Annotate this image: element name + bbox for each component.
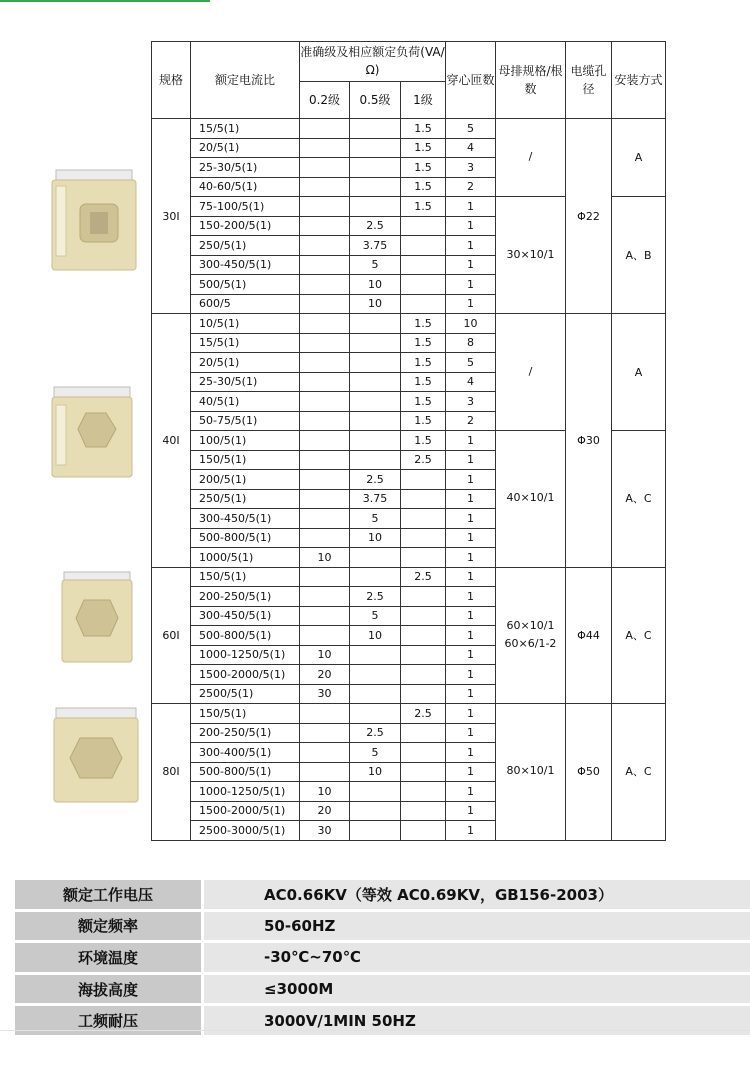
acc-02-cell xyxy=(300,197,350,217)
product-photo-80i xyxy=(52,706,140,806)
turns-cell: 1 xyxy=(446,626,496,646)
install-cell: A、C xyxy=(612,431,666,568)
acc-1-cell xyxy=(401,548,446,568)
ratio-cell: 1500-2000/5(1) xyxy=(191,665,300,685)
ratio-cell: 300-450/5(1) xyxy=(191,606,300,626)
acc-02-cell: 10 xyxy=(300,782,350,802)
ratio-cell: 1000-1250/5(1) xyxy=(191,645,300,665)
acc-1-cell xyxy=(401,782,446,802)
acc-05-cell: 3.75 xyxy=(350,236,401,256)
acc-1-cell xyxy=(401,606,446,626)
turns-cell: 1 xyxy=(446,684,496,704)
param-row xyxy=(15,880,750,909)
cable-cell: Φ44 xyxy=(566,567,612,704)
turns-cell: 8 xyxy=(446,333,496,353)
acc-05-cell: 10 xyxy=(350,294,401,314)
acc-02-cell xyxy=(300,450,350,470)
acc-02-cell xyxy=(300,236,350,256)
table-row xyxy=(152,314,666,334)
acc-02-cell xyxy=(300,567,350,587)
ratio-cell: 1000/5(1) xyxy=(191,548,300,568)
acc-05-cell xyxy=(350,821,401,841)
ratio-cell: 600/5 xyxy=(191,294,300,314)
ratio-cell: 20/5(1) xyxy=(191,353,300,373)
ratio-cell: 15/5(1) xyxy=(191,119,300,139)
acc-1-cell: 1.5 xyxy=(401,411,446,431)
product-photo-60i xyxy=(60,570,134,666)
acc-1-cell xyxy=(401,275,446,295)
model-cell: 80I xyxy=(152,704,191,841)
turns-cell: 1 xyxy=(446,255,496,275)
turns-cell: 1 xyxy=(446,528,496,548)
model-cell: 30I xyxy=(152,119,191,314)
acc-1-cell xyxy=(401,743,446,763)
ratio-cell: 1000-1250/5(1) xyxy=(191,782,300,802)
ratio-cell: 20/5(1) xyxy=(191,138,300,158)
acc-05-cell xyxy=(350,684,401,704)
ratio-cell: 200-250/5(1) xyxy=(191,587,300,607)
acc-02-cell xyxy=(300,138,350,158)
acc-1-cell xyxy=(401,489,446,509)
header-accuracy: 准确级及相应额定负荷(VA/Ω) xyxy=(300,42,446,82)
ratio-cell: 25-30/5(1) xyxy=(191,158,300,178)
acc-02-cell: 20 xyxy=(300,665,350,685)
install-cell: A xyxy=(612,314,666,431)
turns-cell: 2 xyxy=(446,177,496,197)
acc-05-cell: 2.5 xyxy=(350,470,401,490)
ratio-cell: 250/5(1) xyxy=(191,489,300,509)
acc-02-cell: 10 xyxy=(300,548,350,568)
acc-05-cell: 2.5 xyxy=(350,587,401,607)
turns-cell: 1 xyxy=(446,743,496,763)
acc-02-cell xyxy=(300,723,350,743)
acc-1-cell: 1.5 xyxy=(401,353,446,373)
turns-cell: 1 xyxy=(446,489,496,509)
param-label: 海拔高度 xyxy=(15,975,201,1004)
acc-02-cell xyxy=(300,158,350,178)
turns-cell: 1 xyxy=(446,665,496,685)
acc-02-cell xyxy=(300,411,350,431)
acc-1-cell xyxy=(401,821,446,841)
acc-05-cell xyxy=(350,645,401,665)
top-accent-line xyxy=(0,0,210,2)
acc-1-cell xyxy=(401,236,446,256)
acc-02-cell xyxy=(300,587,350,607)
header-turns: 穿心匝数 xyxy=(446,42,496,119)
turns-cell: 1 xyxy=(446,587,496,607)
param-label: 额定工作电压 xyxy=(15,880,201,909)
acc-05-cell: 5 xyxy=(350,255,401,275)
acc-1-cell xyxy=(401,294,446,314)
acc-02-cell xyxy=(300,216,350,236)
install-cell: A xyxy=(612,119,666,197)
busbar-cell: / xyxy=(496,119,566,197)
cable-cell: Φ30 xyxy=(566,314,612,568)
acc-1-cell: 1.5 xyxy=(401,177,446,197)
cable-cell: Φ50 xyxy=(566,704,612,841)
acc-1-cell: 1.5 xyxy=(401,119,446,139)
model-cell: 40I xyxy=(152,314,191,568)
ratio-cell: 500-800/5(1) xyxy=(191,528,300,548)
acc-05-cell xyxy=(350,119,401,139)
acc-05-cell: 10 xyxy=(350,762,401,782)
acc-05-cell xyxy=(350,333,401,353)
header-acc-05: 0.5级 xyxy=(350,81,401,119)
acc-02-cell: 30 xyxy=(300,684,350,704)
param-label: 工频耐压 xyxy=(15,1006,201,1035)
header-busbar: 母排规格/根数 xyxy=(496,42,566,119)
turns-cell: 3 xyxy=(446,158,496,178)
acc-1-cell: 1.5 xyxy=(401,197,446,217)
ratio-cell: 2500/5(1) xyxy=(191,684,300,704)
param-value: 3000V/1MIN 50HZ xyxy=(204,1006,750,1035)
acc-05-cell xyxy=(350,353,401,373)
acc-05-cell xyxy=(350,567,401,587)
acc-02-cell xyxy=(300,606,350,626)
acc-05-cell: 5 xyxy=(350,743,401,763)
turns-cell: 1 xyxy=(446,782,496,802)
param-row xyxy=(15,943,750,972)
ratio-cell: 150/5(1) xyxy=(191,450,300,470)
turns-cell: 1 xyxy=(446,275,496,295)
turns-cell: 4 xyxy=(446,138,496,158)
param-label: 额定频率 xyxy=(15,912,201,941)
acc-05-cell xyxy=(350,411,401,431)
acc-05-cell xyxy=(350,372,401,392)
ratio-cell: 150-200/5(1) xyxy=(191,216,300,236)
acc-05-cell xyxy=(350,548,401,568)
table-row xyxy=(152,119,666,139)
acc-02-cell xyxy=(300,626,350,646)
product-photo-30i xyxy=(50,168,138,274)
turns-cell: 5 xyxy=(446,353,496,373)
acc-02-cell xyxy=(300,489,350,509)
param-row xyxy=(15,912,750,941)
turns-cell: 1 xyxy=(446,509,496,529)
turns-cell: 1 xyxy=(446,645,496,665)
turns-cell: 1 xyxy=(446,236,496,256)
acc-1-cell: 1.5 xyxy=(401,372,446,392)
turns-cell: 1 xyxy=(446,606,496,626)
ratio-cell: 300-450/5(1) xyxy=(191,255,300,275)
acc-1-cell: 1.5 xyxy=(401,138,446,158)
table-row xyxy=(152,704,666,724)
acc-1-cell xyxy=(401,762,446,782)
acc-05-cell: 5 xyxy=(350,606,401,626)
turns-cell: 1 xyxy=(446,450,496,470)
acc-02-cell xyxy=(300,431,350,451)
acc-1-cell xyxy=(401,216,446,236)
acc-02-cell xyxy=(300,314,350,334)
acc-02-cell xyxy=(300,333,350,353)
acc-05-cell xyxy=(350,177,401,197)
param-row xyxy=(15,975,750,1004)
header-ratio: 额定电流比 xyxy=(191,42,300,119)
acc-05-cell: 2.5 xyxy=(350,723,401,743)
ratio-cell: 100/5(1) xyxy=(191,431,300,451)
acc-1-cell xyxy=(401,587,446,607)
busbar-cell: 60×10/1 60×6/1-2 xyxy=(496,567,566,704)
acc-05-cell xyxy=(350,138,401,158)
acc-05-cell xyxy=(350,704,401,724)
acc-02-cell: 30 xyxy=(300,821,350,841)
param-value: AC0.66KV（等效 AC0.69KV，GB156-2003） xyxy=(204,880,750,909)
ratio-cell: 500-800/5(1) xyxy=(191,626,300,646)
acc-05-cell xyxy=(350,782,401,802)
acc-02-cell xyxy=(300,743,350,763)
acc-05-cell xyxy=(350,450,401,470)
acc-02-cell xyxy=(300,470,350,490)
acc-1-cell: 1.5 xyxy=(401,431,446,451)
turns-cell: 1 xyxy=(446,431,496,451)
acc-02-cell: 20 xyxy=(300,801,350,821)
model-cell: 60I xyxy=(152,567,191,704)
header-acc-02: 0.2级 xyxy=(300,81,350,119)
acc-1-cell: 2.5 xyxy=(401,704,446,724)
acc-1-cell xyxy=(401,528,446,548)
turns-cell: 1 xyxy=(446,294,496,314)
acc-1-cell: 1.5 xyxy=(401,158,446,178)
product-photo-40i xyxy=(50,385,134,481)
acc-02-cell xyxy=(300,528,350,548)
ratio-cell: 500-800/5(1) xyxy=(191,762,300,782)
header-install: 安装方式 xyxy=(612,42,666,119)
turns-cell: 2 xyxy=(446,411,496,431)
acc-02-cell xyxy=(300,372,350,392)
acc-05-cell: 10 xyxy=(350,528,401,548)
acc-05-cell xyxy=(350,314,401,334)
bottom-divider xyxy=(0,1030,750,1031)
acc-05-cell xyxy=(350,197,401,217)
turns-cell: 10 xyxy=(446,314,496,334)
turns-cell: 1 xyxy=(446,762,496,782)
acc-02-cell xyxy=(300,704,350,724)
acc-1-cell: 2.5 xyxy=(401,567,446,587)
param-value: -30℃~70℃ xyxy=(204,943,750,972)
cable-cell: Φ22 xyxy=(566,119,612,314)
ratio-cell: 200/5(1) xyxy=(191,470,300,490)
parameter-list xyxy=(15,880,750,1035)
turns-cell: 1 xyxy=(446,197,496,217)
param-value: ≤3000M xyxy=(204,975,750,1004)
ratio-cell: 15/5(1) xyxy=(191,333,300,353)
acc-1-cell xyxy=(401,684,446,704)
turns-cell: 1 xyxy=(446,821,496,841)
ratio-cell: 50-75/5(1) xyxy=(191,411,300,431)
acc-02-cell xyxy=(300,762,350,782)
acc-1-cell xyxy=(401,509,446,529)
acc-05-cell xyxy=(350,665,401,685)
acc-05-cell: 5 xyxy=(350,509,401,529)
turns-cell: 1 xyxy=(446,723,496,743)
acc-05-cell: 2.5 xyxy=(350,216,401,236)
acc-05-cell: 10 xyxy=(350,626,401,646)
acc-1-cell xyxy=(401,801,446,821)
busbar-cell: / xyxy=(496,314,566,431)
acc-1-cell: 1.5 xyxy=(401,392,446,412)
acc-05-cell xyxy=(350,158,401,178)
acc-1-cell xyxy=(401,723,446,743)
acc-1-cell xyxy=(401,645,446,665)
acc-02-cell xyxy=(300,177,350,197)
header-acc-1: 1级 xyxy=(401,81,446,119)
acc-05-cell xyxy=(350,392,401,412)
ratio-cell: 40-60/5(1) xyxy=(191,177,300,197)
acc-05-cell: 3.75 xyxy=(350,489,401,509)
turns-cell: 1 xyxy=(446,470,496,490)
acc-1-cell xyxy=(401,626,446,646)
acc-05-cell: 10 xyxy=(350,275,401,295)
param-value: 50-60HZ xyxy=(204,912,750,941)
acc-1-cell xyxy=(401,665,446,685)
turns-cell: 4 xyxy=(446,372,496,392)
ratio-cell: 40/5(1) xyxy=(191,392,300,412)
busbar-cell: 80×10/1 xyxy=(496,704,566,841)
acc-05-cell xyxy=(350,801,401,821)
turns-cell: 1 xyxy=(446,567,496,587)
acc-1-cell: 2.5 xyxy=(401,450,446,470)
ratio-cell: 250/5(1) xyxy=(191,236,300,256)
acc-02-cell: 10 xyxy=(300,645,350,665)
busbar-cell: 40×10/1 xyxy=(496,431,566,568)
install-cell: A、C xyxy=(612,567,666,704)
acc-02-cell xyxy=(300,509,350,529)
ratio-cell: 300-450/5(1) xyxy=(191,509,300,529)
acc-1-cell: 1.5 xyxy=(401,333,446,353)
ratio-cell: 500/5(1) xyxy=(191,275,300,295)
ratio-cell: 25-30/5(1) xyxy=(191,372,300,392)
ratio-cell: 1500-2000/5(1) xyxy=(191,801,300,821)
acc-1-cell: 1.5 xyxy=(401,314,446,334)
ratio-cell: 200-250/5(1) xyxy=(191,723,300,743)
ratio-cell: 150/5(1) xyxy=(191,704,300,724)
acc-02-cell xyxy=(300,275,350,295)
acc-05-cell xyxy=(350,431,401,451)
busbar-cell: 30×10/1 xyxy=(496,197,566,314)
ratio-cell: 10/5(1) xyxy=(191,314,300,334)
acc-02-cell xyxy=(300,119,350,139)
turns-cell: 3 xyxy=(446,392,496,412)
install-cell: A、C xyxy=(612,704,666,841)
turns-cell: 5 xyxy=(446,119,496,139)
header-cable: 电缆孔径 xyxy=(566,42,612,119)
acc-02-cell xyxy=(300,353,350,373)
spec-table xyxy=(151,41,666,841)
ratio-cell: 2500-3000/5(1) xyxy=(191,821,300,841)
acc-02-cell xyxy=(300,392,350,412)
acc-1-cell xyxy=(401,470,446,490)
install-cell: A、B xyxy=(612,197,666,314)
acc-1-cell xyxy=(401,255,446,275)
table-row xyxy=(152,567,666,587)
ratio-cell: 75-100/5(1) xyxy=(191,197,300,217)
param-label: 环境温度 xyxy=(15,943,201,972)
turns-cell: 1 xyxy=(446,216,496,236)
ratio-cell: 150/5(1) xyxy=(191,567,300,587)
ratio-cell: 300-400/5(1) xyxy=(191,743,300,763)
turns-cell: 1 xyxy=(446,801,496,821)
acc-02-cell xyxy=(300,255,350,275)
turns-cell: 1 xyxy=(446,704,496,724)
turns-cell: 1 xyxy=(446,548,496,568)
acc-02-cell xyxy=(300,294,350,314)
header-spec: 规格 xyxy=(152,42,191,119)
